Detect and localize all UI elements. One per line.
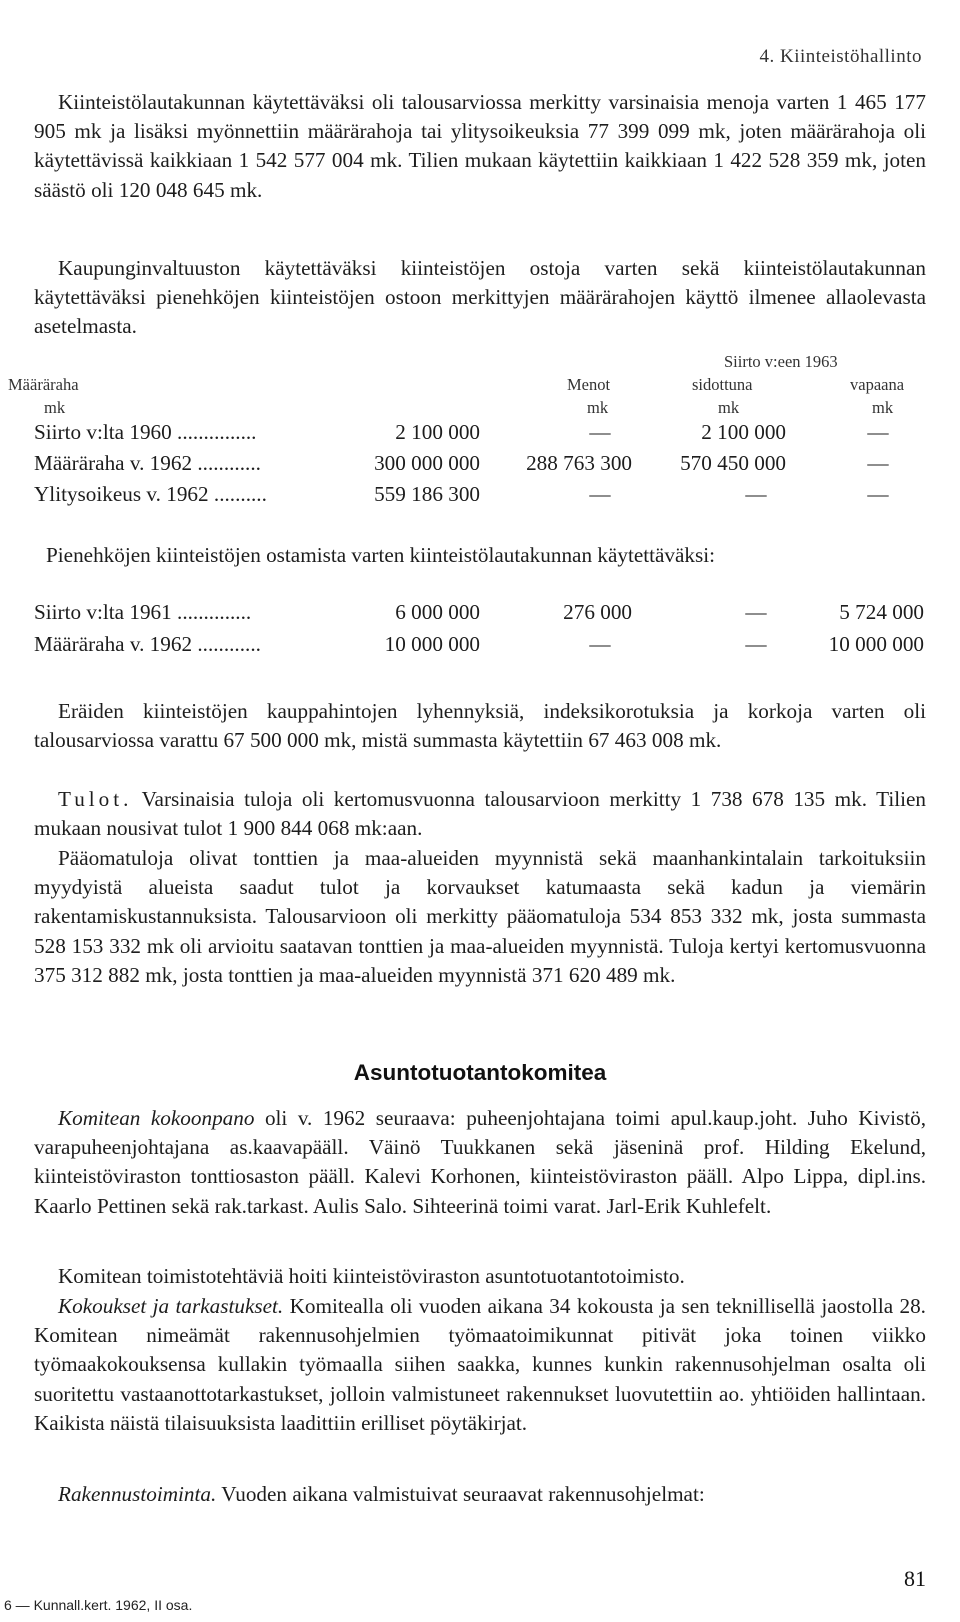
paragraph-committee-composition: Komitean kokoonpano oli v. 1962 seuraava: puheenjohtajana toimi apul.kaup.joht. Juho Kivistö, varapuheenjohtajana as.kaavapääll. Väinö Tuukkanen sekä jäseninä prof. Hilding Ekelund, kiinteistöviraston tonttiosaston pääll. Kalevi Korhonen, kiinteistöviraston pääll. Alpo Lippa, dipl.ins. Kaarlo Pettinen sekä rak.tarkast. Aulis Salo. Sihteerinä toimi varat. Jarl-Erik Kuhlefelt. — [34, 1106, 926, 1218]
cell-menot: — — [589, 420, 611, 444]
cell-sidottuna: 2 100 000 — [701, 420, 786, 444]
table-header-maararaha: Määräraha — [8, 375, 79, 394]
table-row — [0, 420, 960, 450]
paragraph-small-properties: Pienehköjen kiinteistöjen ostamista varten kiinteistölautakunnan käytettäväksi: — [46, 543, 716, 567]
row-label: Siirto v:lta 1961 .............. — [34, 600, 252, 624]
table-unit-mk: mk — [587, 398, 609, 417]
cell-vapaana: — — [867, 420, 889, 444]
row-label: Siirto v:lta 1960 ............... — [34, 420, 257, 444]
row-label: Ylitysoikeus v. 1962 .......... — [34, 482, 267, 506]
construction-lead: Rakennustoiminta. — [58, 1482, 217, 1506]
cell-vapaana: — — [867, 482, 889, 506]
paragraph-price-reductions: Eräiden kiinteistöjen kauppahintojen lyhennyksiä, indeksikorotuksia ja korkoja varten oli talousarviossa varattu 67 500 000 mk, mistä summasta käytettiin 67 463 008 mk. — [34, 699, 926, 753]
cell-maararaha: 559 186 300 — [374, 482, 480, 506]
cell-menot: 276 000 — [563, 600, 632, 624]
table-header-siirto: Siirto v:een 1963 — [724, 352, 838, 371]
table-header-vapaana: vapaana — [850, 375, 905, 394]
row-label: Määräraha v. 1962 ............ — [34, 632, 261, 656]
table-row — [0, 482, 960, 512]
table-row — [0, 451, 960, 481]
paragraph-income: Tulot. Varsinaisia tuloja oli kertomusvuonna talousarvioon merkitty 1 738 678 135 mk. Tilien mukaan nousivat tulot 1 900 844 068 mk:aan. — [34, 787, 926, 841]
paragraph-construction: Rakennustoiminta. Vuoden aikana valmistuivat seuraavat rakennusohjelmat: — [58, 1482, 705, 1506]
cell-sidottuna: — — [745, 482, 767, 506]
footer-note: 6 — Kunnall.kert. 1962, II osa. — [4, 1597, 193, 1613]
page-number: 81 — [904, 1566, 926, 1591]
table-header-menot: Menot — [567, 375, 611, 394]
cell-vapaana: 10 000 000 — [828, 632, 924, 656]
cell-maararaha: 6 000 000 — [395, 600, 480, 624]
cell-menot: — — [589, 632, 611, 656]
running-head: 4. Kiinteistöhallinto — [759, 46, 922, 67]
cell-vapaana: 5 724 000 — [839, 600, 924, 624]
section-heading: Asuntotuotantokomitea — [353, 1060, 607, 1085]
table-row — [0, 600, 960, 630]
table-header-sidottuna: sidottuna — [692, 375, 753, 394]
income-lead: Tulot. — [58, 787, 133, 811]
cell-menot: 288 763 300 — [526, 451, 632, 475]
table-row — [0, 632, 960, 662]
cell-vapaana: — — [867, 451, 889, 475]
paragraph-capital-income: Pääomatuloja olivat tonttien ja maa-alueiden myynnistä sekä maanhankintalain tarkoituksiin myydyistä alueista saadut tulot ja korvaukset katumaasta sekä kadun ja viemärin rakentamiskustannuksista. Talousarvioon oli merkitty pääomatuloja 534 853 332 mk, josta summasta 528 153 332 mk oli arvioitu saatavan tonttien ja maa-alueiden myynnistä. Tuloja kertyi kertomusvuonna 375 312 882 mk, josta tonttien ja maa-alueiden myynnistä 371 620 489 mk. — [34, 846, 926, 987]
cell-sidottuna: 570 450 000 — [680, 451, 786, 475]
table-unit-mk: mk — [718, 398, 740, 417]
paragraph-office-duties: Komitean toimistotehtäviä hoiti kiinteistöviraston asuntotuotantotoimisto. — [58, 1264, 685, 1288]
cell-sidottuna: — — [745, 600, 767, 624]
cell-sidottuna: — — [745, 632, 767, 656]
composition-lead: Komitean kokoonpano — [58, 1106, 255, 1130]
cell-maararaha: 2 100 000 — [395, 420, 480, 444]
cell-menot: — — [589, 482, 611, 506]
table-unit-mk: mk — [872, 398, 894, 417]
paragraph-property-purchases: Kaupunginvaltuuston käytettäväksi kiinteistöjen ostoja varten sekä kiinteistölautakunnan käytettäväksi pienehköjen kiinteistöjen ostoon merkittyjen määrärahojen käyttö ilmenee allaolevasta asetelmasta. — [34, 256, 926, 339]
paragraph-budget: Kiinteistölautakunnan käytettäväksi oli talousarviossa merkitty varsinaisia menoja varten 1 465 177 905 mk ja lisäksi myönnettiin määrärahoja tai ylitysoikeuksia 77 399 099 mk, joten määrärahoja oli käytettävissä kaikkiaan 1 542 577 004 mk. Tilien mukaan käytettiin kaikkiaan 1 422 528 359 mk, joten säästö oli 120 048 645 mk. — [34, 90, 926, 202]
cell-maararaha: 10 000 000 — [384, 632, 480, 656]
table-unit-mk: mk — [44, 398, 66, 417]
cell-maararaha: 300 000 000 — [374, 451, 480, 475]
meetings-lead: Kokoukset ja tarkastukset. — [58, 1294, 284, 1318]
row-label: Määräraha v. 1962 ............ — [34, 451, 261, 475]
paragraph-meetings: Kokoukset ja tarkastukset. Komitealla oli vuoden aikana 34 kokousta ja sen teknillisellä jaostolla 28. Komitean nimeämät rakennusohjelmien työmaatoimikunnat pitivät joka toinen viikko työmaakokouksensa kullakin työmaalla siihen saakka, kunnes kunkin rakennusohjelman osalta oli suoritettu vastaanottotarkastukset, jolloin valmistuneet rakennukset luovutettiin ao. yhtiöiden hallintaan. Kaikista näistä tilaisuuksista laadittiin erilliset pöytäkirjat. — [34, 1294, 926, 1435]
